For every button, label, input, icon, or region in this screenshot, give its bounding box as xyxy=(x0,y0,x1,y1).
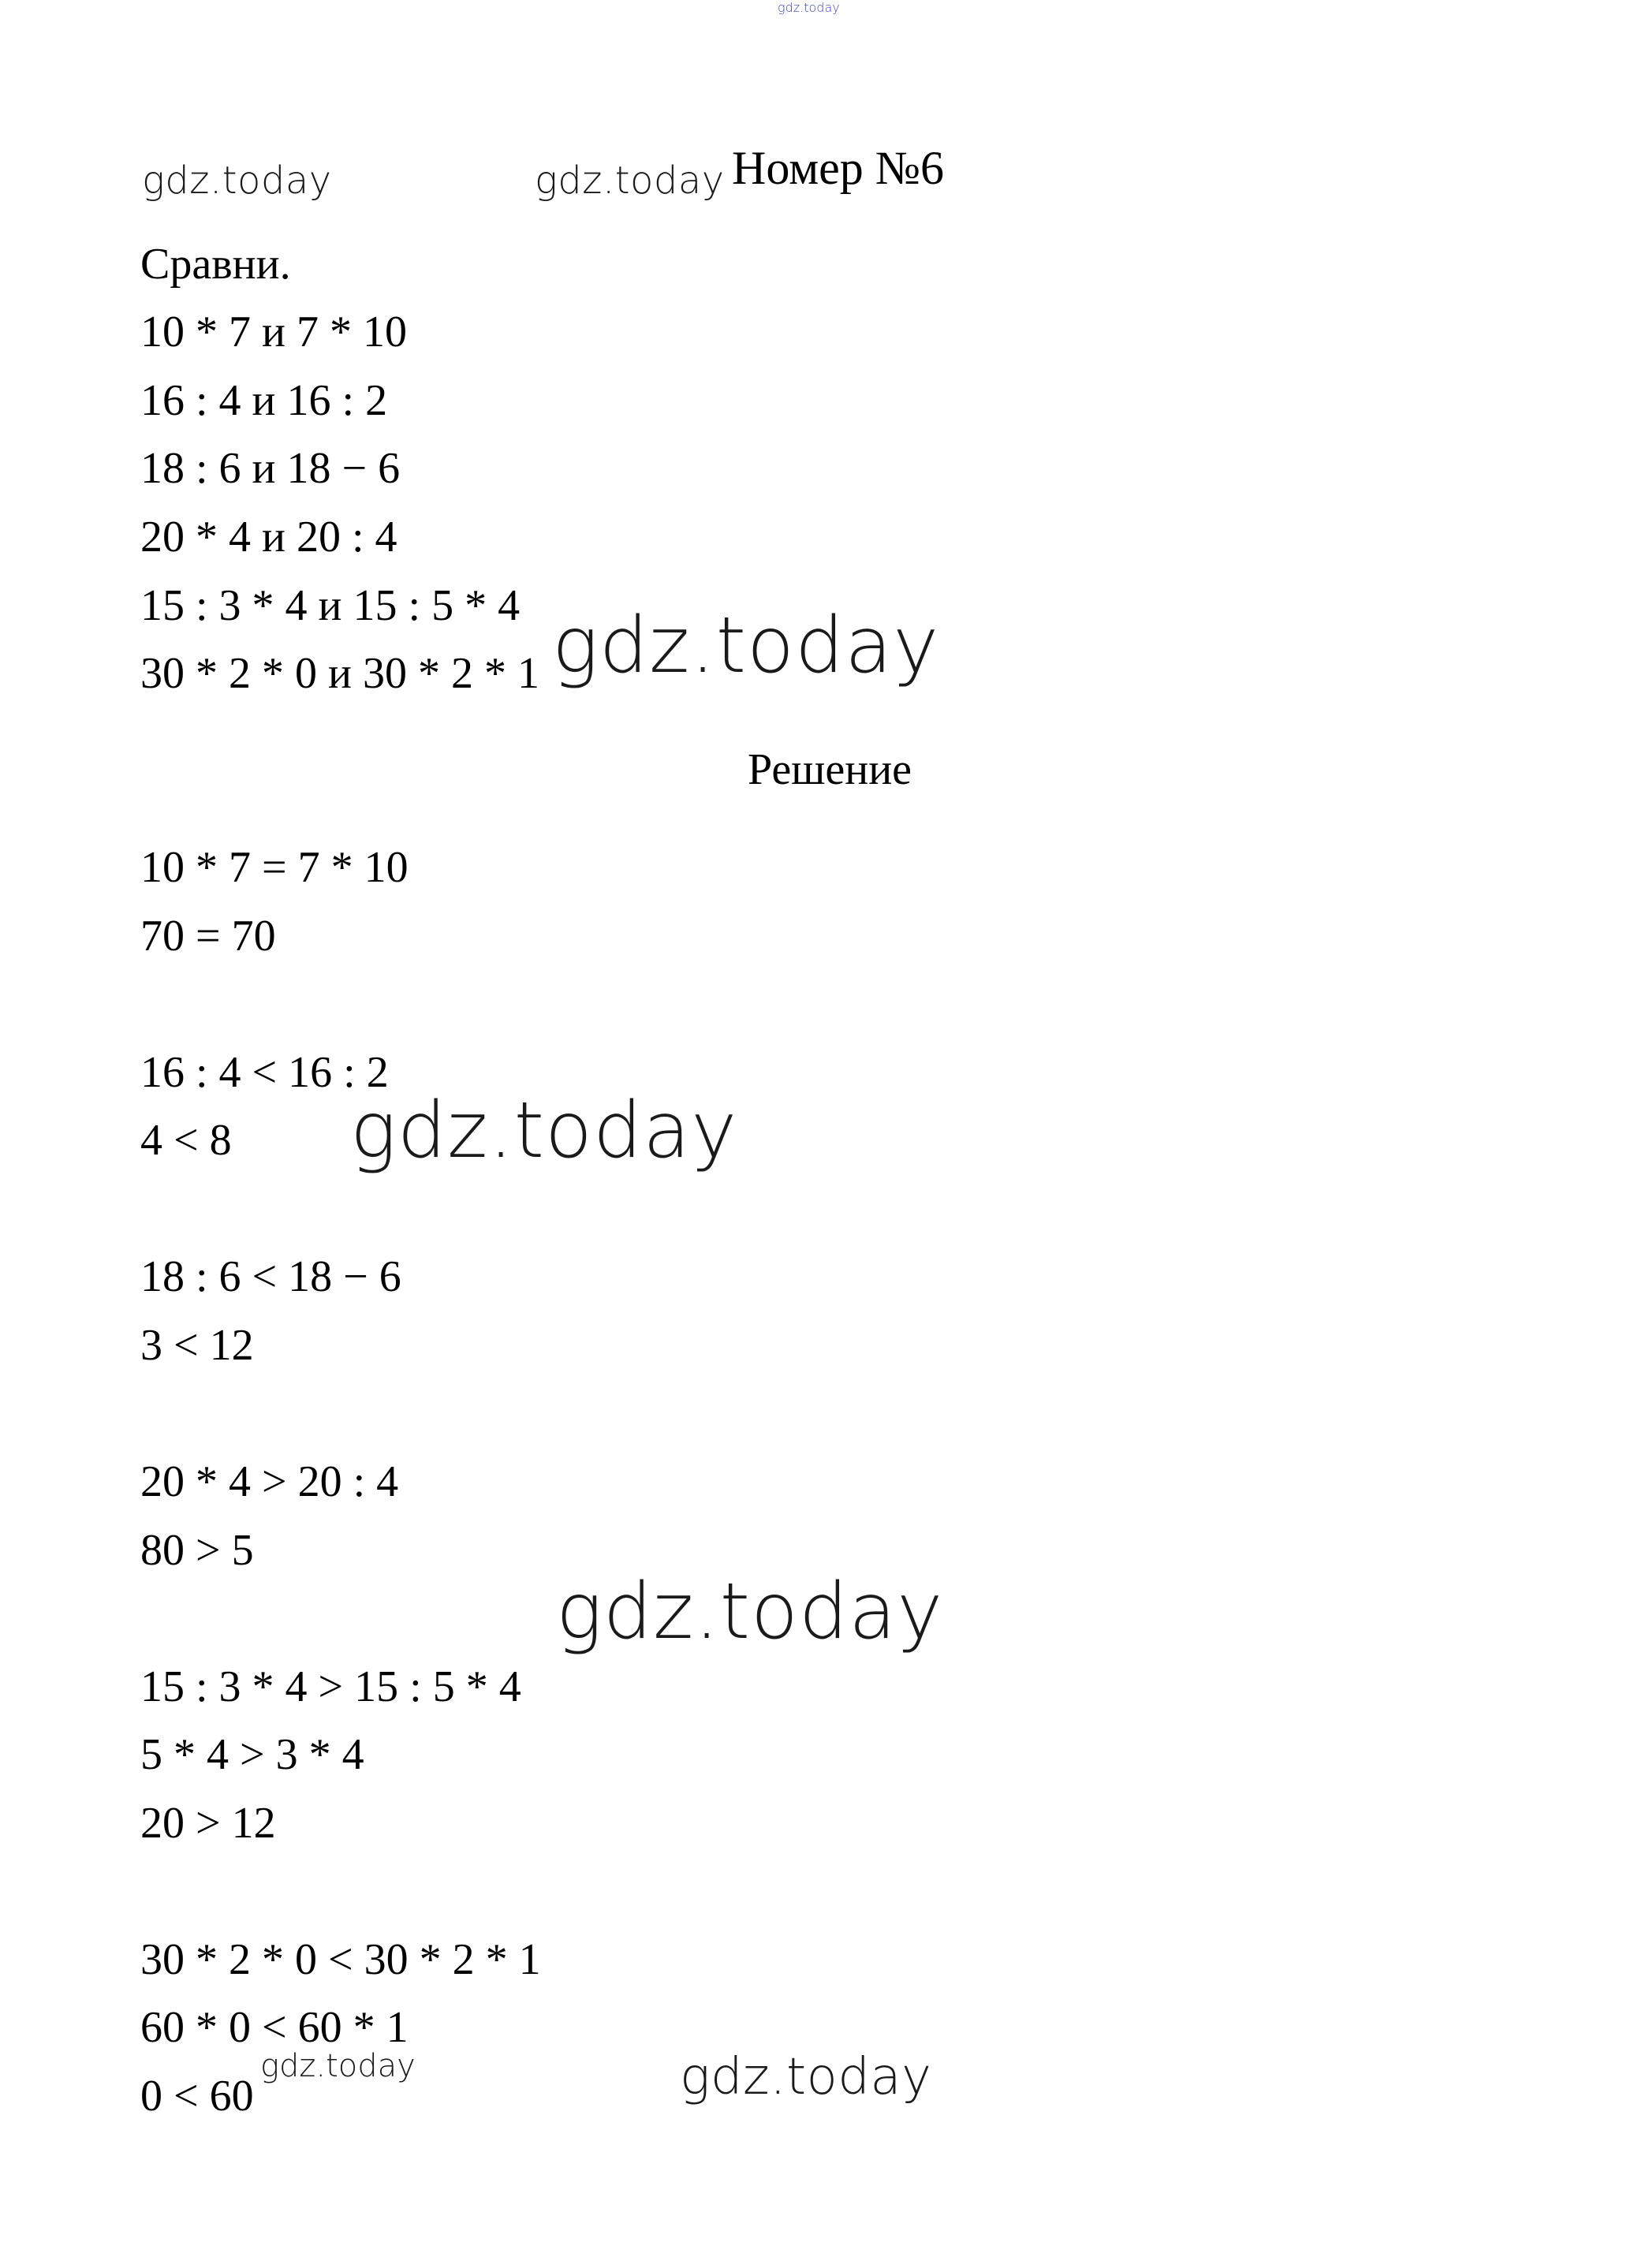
task-line: 30 * 2 * 0 и 30 * 2 * 1 xyxy=(140,649,539,698)
solution-line: 20 * 4 > 20 : 4 xyxy=(140,1457,399,1506)
watermark-top: gdz.today xyxy=(778,0,840,15)
task-line: 10 * 7 и 7 * 10 xyxy=(140,308,407,356)
solution-line: 4 < 8 xyxy=(140,1116,232,1165)
solution-line: 18 : 6 < 18 − 6 xyxy=(140,1252,401,1301)
solution-line: 70 = 70 xyxy=(140,912,276,961)
watermark-header-left: gdz.today xyxy=(142,159,332,203)
watermark-large: gdz.today xyxy=(556,1567,944,1657)
watermark-small: gdz.today xyxy=(260,2048,416,2084)
task-line: 16 : 4 и 16 : 2 xyxy=(140,376,388,425)
solution-line: 0 < 60 xyxy=(140,2072,254,2121)
task-line: 20 * 4 и 20 : 4 xyxy=(140,513,397,561)
solution-line: 60 * 0 < 60 * 1 xyxy=(140,2003,409,2052)
task-line: 18 : 6 и 18 − 6 xyxy=(140,444,401,493)
watermark-large: gdz.today xyxy=(350,1086,738,1176)
solution-line: 5 * 4 > 3 * 4 xyxy=(140,1730,364,1779)
solution-line: 16 : 4 < 16 : 2 xyxy=(140,1048,389,1097)
solution-line: 20 > 12 xyxy=(140,1799,276,1848)
page-title: Номер №6 xyxy=(732,142,945,194)
solution-heading: Решение xyxy=(748,745,912,794)
watermark-header-center: gdz.today xyxy=(535,159,725,203)
solution-line: 15 : 3 * 4 > 15 : 5 * 4 xyxy=(140,1662,521,1711)
watermark-footer: gdz.today xyxy=(680,2048,932,2106)
solution-line: 30 * 2 * 0 < 30 * 2 * 1 xyxy=(140,1935,541,1984)
solution-line: 80 > 5 xyxy=(140,1526,254,1575)
solution-line: 3 < 12 xyxy=(140,1321,254,1370)
task-instruction: Сравни. xyxy=(140,240,291,289)
watermark-large: gdz.today xyxy=(552,601,940,691)
solution-line: 10 * 7 = 7 * 10 xyxy=(140,843,409,892)
task-line: 15 : 3 * 4 и 15 : 5 * 4 xyxy=(140,581,521,630)
